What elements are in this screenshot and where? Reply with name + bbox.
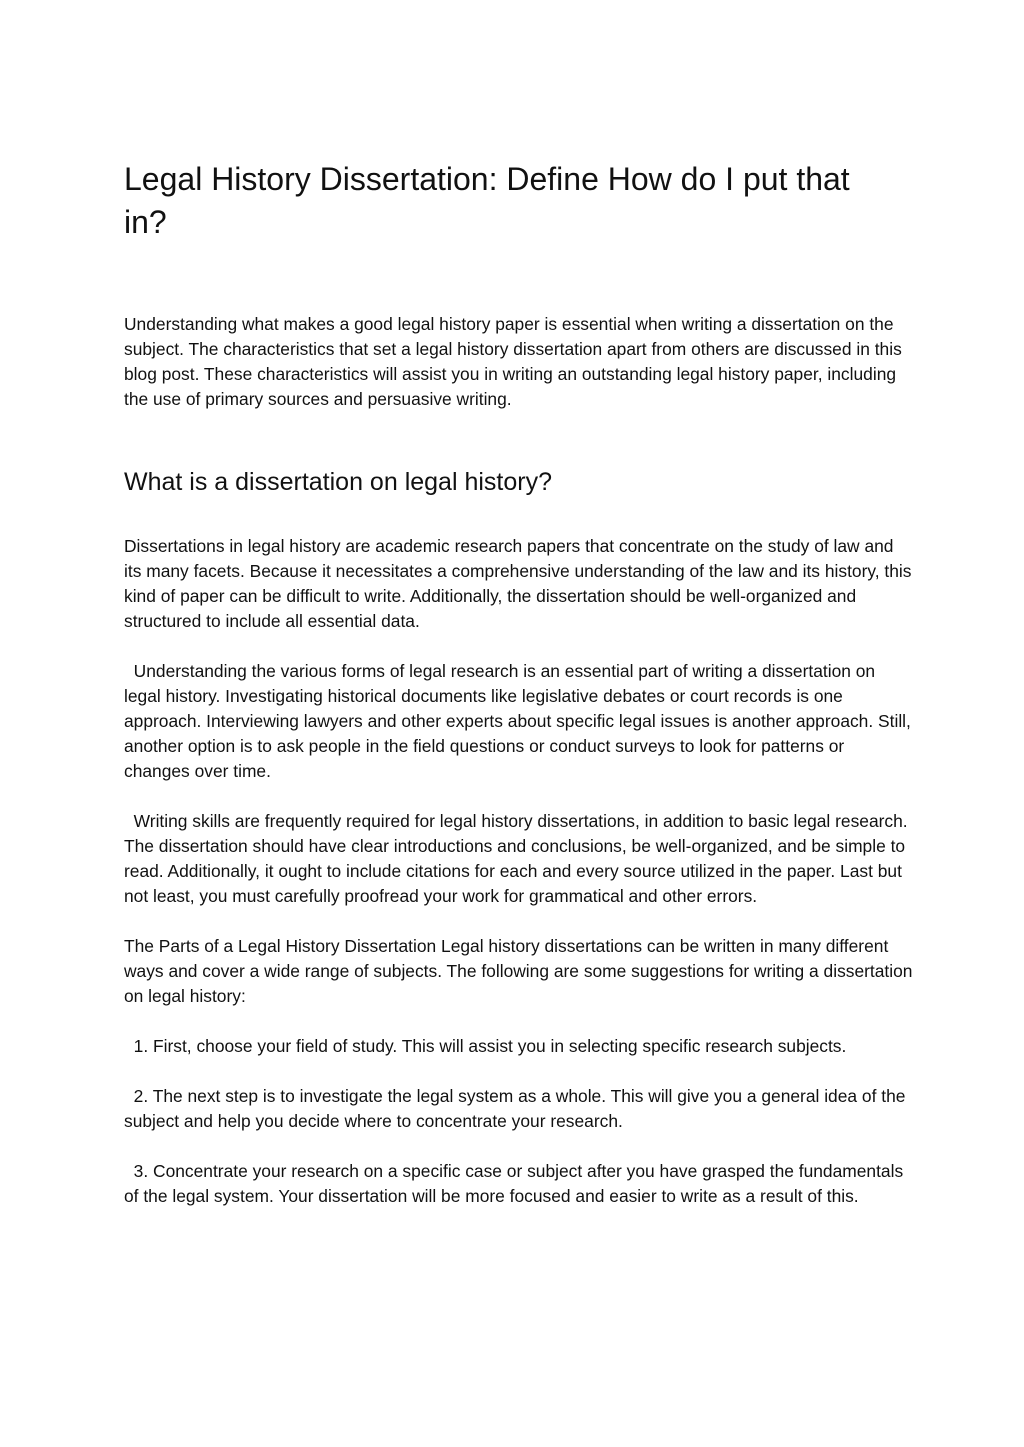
intro-paragraph: Understanding what makes a good legal history paper is essential when writing a dissertation on the subject. The characteristics that set a legal history dissertation apart from others are discussed in this blog post. These characteristics will assist you in writing an outstanding legal history paper, including the use of primary sources and persuasive writing.: [124, 314, 907, 409]
body-paragraph: The Parts of a Legal History Dissertation Legal history dissertations can be written in many different ways and cover a wide range of subjects. The following are some suggestions for writing a dissertation on legal history:: [124, 936, 918, 1006]
body-paragraph: Writing skills are frequently required for legal history dissertations, in addition to basic legal research. The dissertation should have clear introductions and conclusions, be well-organized, and be simple to read. Additionally, it ought to include citations for each and every source utilized in the paper. Last but not least, you must carefully proofread your work for grammatical and other errors.: [124, 811, 913, 906]
list-item: 3. Concentrate your research on a specific case or subject after you have grasped the fundamentals of the legal system. Your dissertation will be more focused and easier to write as a result of this.: [124, 1161, 909, 1206]
document-content: [124, 158, 918, 1209]
list-item: 2. The next step is to investigate the legal system as a whole. This will give you a general idea of the subject and help you decide where to concentrate your research.: [124, 1086, 911, 1131]
document-title: Legal History Dissertation: Define How do I put that in?: [124, 161, 850, 240]
body-paragraph: Understanding the various forms of legal research is an essential part of writing a dissertation on legal history. Investigating historical documents like legislative debates or court records is one approach. Interviewing lawyers and other experts about specific legal issues is another approach. Still, another option is to ask people in the field questions or conduct surveys to look for patterns or changes over time.: [124, 661, 916, 781]
body-paragraph: Dissertations in legal history are academic research papers that concentrate on the study of law and its many facets. Because it necessitates a comprehensive understanding of the law and its history, this kind of paper can be difficult to write. Additionally, the dissertation should be well-organized and structured to include all essential data.: [124, 536, 917, 631]
section-heading: What is a dissertation on legal history?: [124, 468, 552, 496]
list-item: 1. First, choose your field of study. This will assist you in selecting specific research subjects.: [124, 1036, 847, 1056]
